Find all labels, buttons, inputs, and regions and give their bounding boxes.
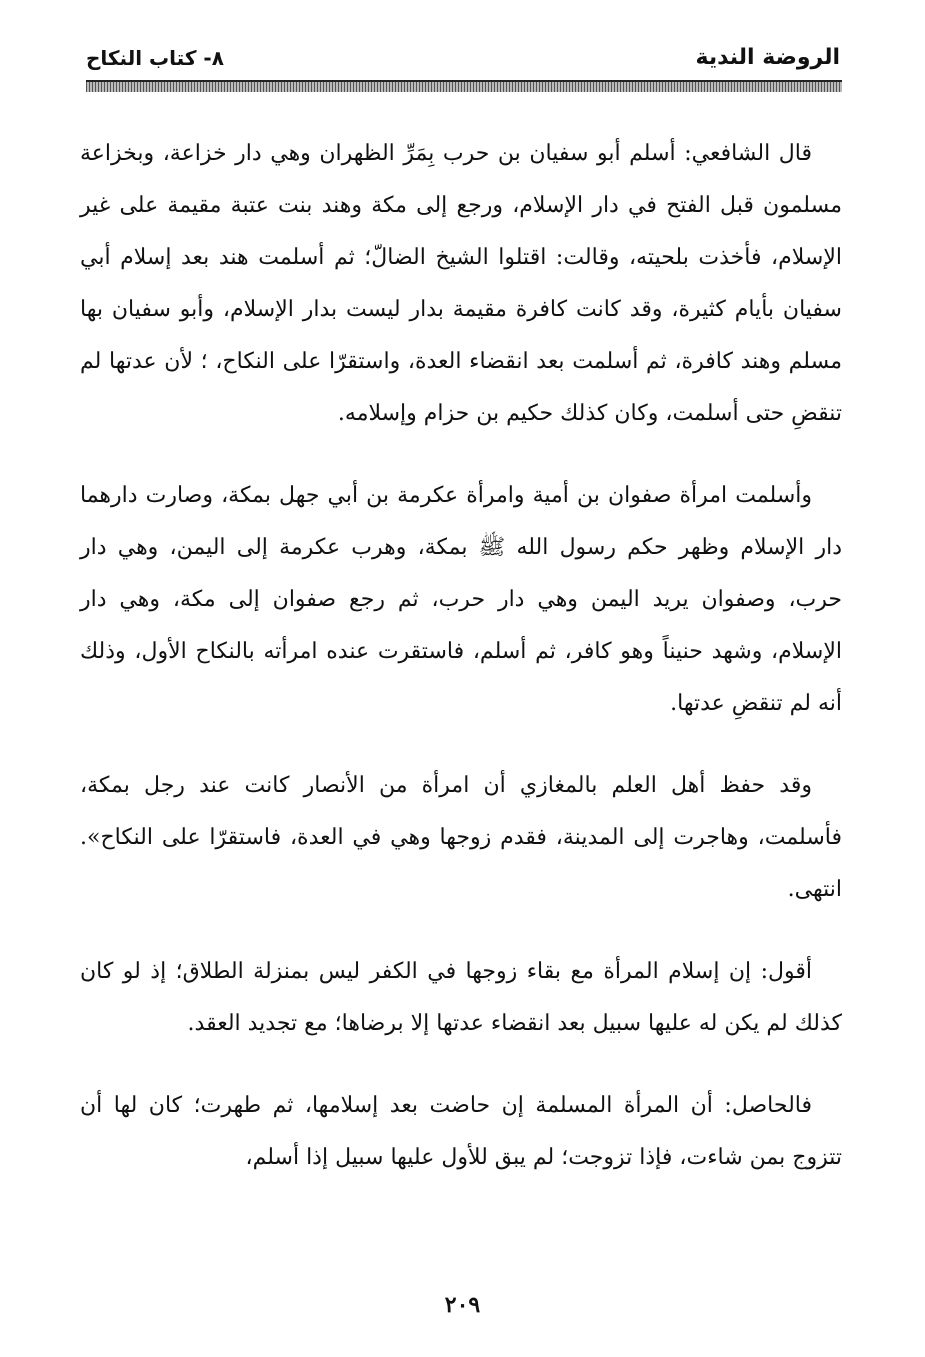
chapter-title: ٨- كتاب النكاح [86,46,224,70]
paragraph-1: قال الشافعي: أسلم أبو سفيان بن حرب بِمَرِّ الظهران وهي دار خزاعة، وبخزاعة مسلمون قبل الفتح في دار الإسلام، ورجع إلى مكة وهند بنت عتبة مقيمة على غير الإسلام، فأخذت بلحيته، وقالت: اقتلوا الشيخ الضالّ؛ ثم أسلمت هند بعد إسلام أبي سفيان بأيام كثيرة، وقد كانت كافرة مقيمة بدار ليست بدار الإسلام، وأبو سفيان بها مسلم وهند كافرة، ثم أسلمت بعد انقضاء العدة، واستقرّا على النكاح، ؛ لأن عدتها لم تنقضِ حتى أسلمت، وكان كذلك حكيم بن حزام وإسلامه. [80,141,842,426]
paragraph-4: أقول: إن إسلام المرأة مع بقاء زوجها في الكفر ليس بمنزلة الطلاق؛ إذ لو كان كذلك لم يكن له عليها سبيل بعد انقضاء عدتها إلا برضاها؛ مع تجديد العقد. [80,959,842,1036]
paragraph-3: وقد حفظ أهل العلم بالمغازي أن امرأة من الأنصار كانت عند رجل بمكة، فأسلمت، وهاجرت إلى المدينة، فقدم زوجها وهي في العدة، فاستقرّا على النكاح». انتهى. [80,773,842,902]
paragraph-2: وأسلمت امرأة صفوان بن أمية وامرأة عكرمة بن أبي جهل بمكة، وصارت دارهما دار الإسلام وظهر حكم رسول الله ﷺ بمكة، وهرب عكرمة إلى اليمن، وهي دار حرب، وصفوان يريد اليمن وهي دار حرب، ثم رجع صفوان إلى مكة، وهي دار الإسلام، وشهد حنيناً وهو كافر، ثم أسلم، فاستقرت عنده امرأته بالنكاح الأول، وذلك أنه لم تنقضِ عدتها. [80,483,842,716]
header-divider [86,80,842,92]
paragraph-5: فالحاصل: أن المرأة المسلمة إن حاضت بعد إسلامها، ثم طهرت؛ كان لها أن تتزوج بمن شاءت، فإذا تزوجت؛ لم يبق للأول عليها سبيل إذا أسلم، [80,1093,842,1170]
book-title: الروضة الندية [695,45,840,70]
page-header [86,40,840,76]
page-number: ٢٠٩ [444,1292,481,1318]
page-body [80,128,842,1214]
